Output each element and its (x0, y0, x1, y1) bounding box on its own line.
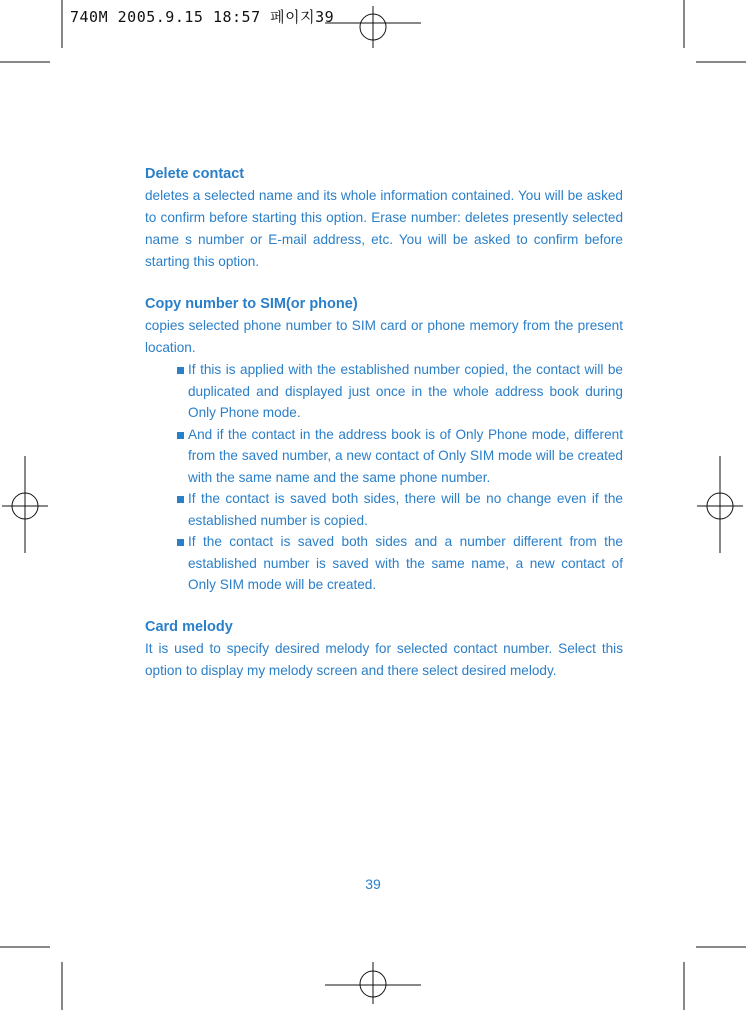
page-content (145, 163, 623, 682)
list-item (145, 359, 623, 424)
list-item (145, 424, 623, 489)
bullet-text: If the contact is saved both sides and a number different from the established number is saved with the same name, a new contact of Only SIM mode will be created. (188, 534, 623, 592)
section-body-copy-number: copies selected phone number to SIM card or phone memory from the present location. (145, 318, 623, 355)
section-body-delete-contact: deletes a selected name and its whole information contained. You will be asked to confirm before starting this option. Erase number: deletes presently selected name s number or E-mail address, etc. You will be asked to confirm before starting this option. (145, 188, 623, 269)
section-title-delete-contact: Delete contact (145, 166, 245, 182)
list-item (145, 531, 623, 596)
square-bullet-icon (177, 496, 184, 503)
square-bullet-icon (177, 539, 184, 546)
page-number: 39 (365, 876, 381, 892)
bullet-text: If this is applied with the established number copied, the contact will be duplicated and displayed just once in the whole address book during Only Phone mode. (188, 362, 623, 420)
registration-mark-top (325, 6, 421, 48)
section-body-card-melody: It is used to specify desired melody for selected contact number. Select this option to display my melody screen and there select desired melody. (145, 640, 623, 678)
bullet-list (145, 359, 623, 596)
list-item (145, 488, 623, 531)
section-gap (145, 273, 623, 293)
section-title-copy-number: Copy number to SIM(or phone) (145, 296, 358, 312)
section-gap (145, 596, 623, 616)
bullet-text: And if the contact in the address book is of Only Phone mode, different from the saved number, a new contact of Only SIM mode will be created with the same name and the same phone number. (188, 426, 623, 485)
square-bullet-icon (177, 432, 184, 439)
print-stamp: 740M 2005.9.15 18:57 페이지39 (70, 8, 335, 26)
square-bullet-icon (177, 367, 184, 374)
registration-mark-right (697, 456, 743, 553)
registration-mark-bottom (325, 962, 421, 1004)
registration-mark-left (2, 456, 48, 553)
section-title-card-melody: Card melody (145, 618, 233, 635)
bullet-text: If the contact is saved both sides, there will be no change even if the established number is copied. (188, 491, 623, 528)
